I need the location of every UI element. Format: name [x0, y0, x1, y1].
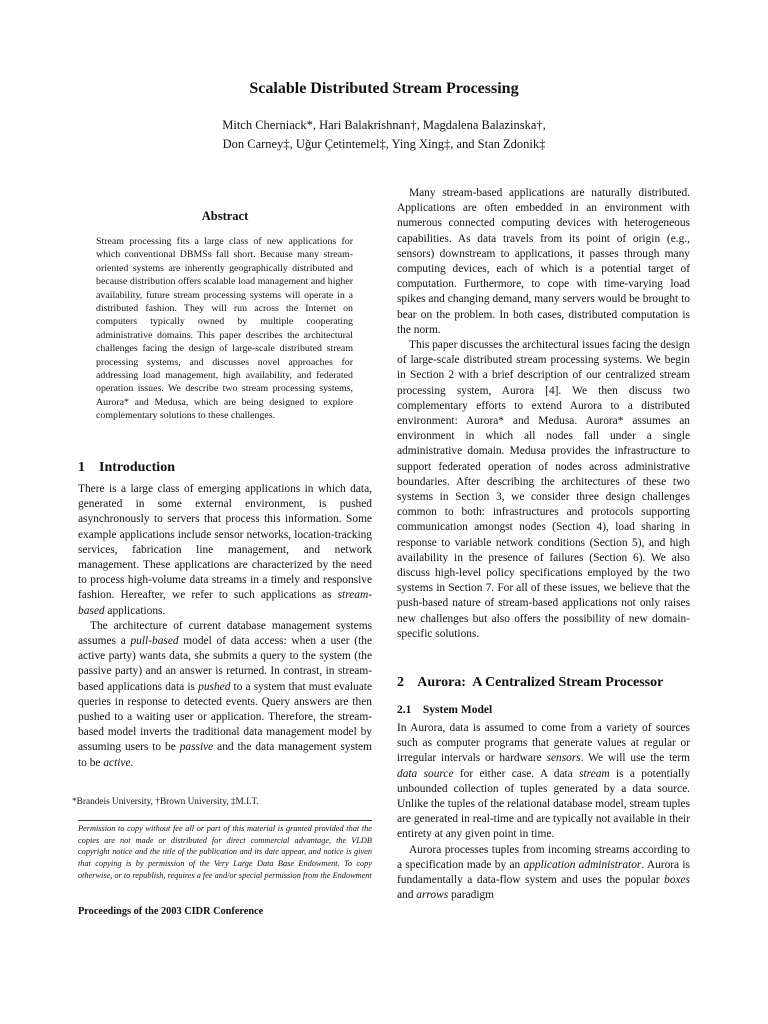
paper-title: Scalable Distributed Stream Processing	[249, 80, 519, 97]
authors-line-2: Don Carney‡, Uğur Çetintemel‡, Ying Xing‡, and Stan Zdonik‡	[222, 137, 546, 151]
system-model-paragraph-1: In Aurora, data is assumed to come from a variety of sources such as computer programs that generate values at regular or irregular intervals or hardware sensors. We will use the term data source for either case. A data stream is a potentially unbounded collection of tuples generated by a data source. Unlike the tuples of the relational database model, stream tuples are generated in real-time and are typically not available in their entirety at any given point in time.	[397, 722, 691, 841]
intro-section	[78, 482, 372, 771]
section-2-heading: 2 Aurora: A Centralized Stream Processor	[397, 675, 664, 690]
copyright-permission: Permission to copy without fee all or part of this material is granted provided that the copies are not made or distributed for direct commercial advantage, the VLDB copyright notice and the title of the publication and its date appear, and notice is given that copying is by permission of the Very Large Data Base Endowment. To copy otherwise, or to republish, requires a fee and/or special permission from the Endowment	[78, 824, 372, 880]
affiliation-footnote: *Brandeis University, †Brown University, ‡M.I.T.	[72, 797, 259, 807]
intro-heading: 1 Introduction	[78, 460, 175, 475]
system-model-paragraph-2: Aurora processes tuples from incoming streams according to a specification made by an application administrator. Aurora is fundamentally a data-flow system and uses the popular boxes and arrows paradigm	[397, 843, 690, 902]
system-model-section	[397, 721, 690, 903]
abstract-heading: Abstract	[201, 209, 249, 223]
author-list	[0, 116, 768, 154]
intro-paragraph-3: Many stream-based applications are naturally distributed. Applications are often embedded in an environment with numerous connected computing devices with heterogeneous capabilities. As data travels from its point of origin (e.g., sensors) downstream to applications, it passes through many computing devices, each of which is a potential target of computation. Furthermore, to cope with time-varying load spikes and changing demand, many servers would be brought to bear on the problem. In both cases, distributed computation is the norm.	[397, 187, 690, 336]
intro-paragraph-2: The architecture of current database management systems assumes a pull-based model of data access: when a user (the active party) wants data, she submits a query to the system (the passive party) and an answer is returned. In contrast, in stream-based applications data is pushed to a system that must evaluate queries in response to detected events. Query answers are then pushed to a waiting user or application. Therefore, the stream-based model inverts the traditional data management model by assuming users to be passive and the data management system to be active.	[78, 619, 372, 769]
abstract-body: Stream processing fits a large class of new applications for which conventional DBMSs fall short. Because many stream-oriented systems are inherently geographically distributed and because distribution offers scalable load management and higher availability, future stream processing systems will operate in a distributed fashion. They will run across the Internet on computers typically owned by multiple cooperating administrative domains. This paper describes the architectural challenges facing the design of large-scale distributed stream processing systems, and discusses novel approaches for addressing load management, high availability, and federated operation issues. We describe two stream processing systems, Aurora* and Medusa, which are being designed to explore complementary solutions to these challenges.	[96, 236, 353, 422]
right-column-intro	[397, 186, 690, 642]
intro-paragraph-4: This paper discusses the architectural issues facing the design of large-scale distributed stream processing systems. We begin in Section 2 with a brief description of our centralized stream processing system, Aurora [4]. We then discuss two complementary efforts to extend Aurora to a distributed environment: Aurora* and Medusa. Aurora* assumes an environment in which all nodes fall under a single administrative domain. Medusa provides the infrastructure to support federated operation of nodes across administrative boundaries. After describing the architectures of these two systems in Section 3, we consider three design challenges common to both: infrastructures and protocols supporting communication amongst nodes (Section 4), load sharing in response to variable network conditions (Section 5), and high availability in the presence of failures (Section 6). We also discuss high-level policy specifications employed by the two systems in Section 7. For all of these issues, we believe that the push-based nature of stream-based applications not only raises new challenges but also offers the possibility of new domain-specific solutions.	[397, 339, 690, 640]
section-2-1-heading: 2.1 System Model	[397, 704, 493, 716]
proceedings-line: Proceedings of the 2003 CIDR Conference	[78, 906, 264, 917]
authors-line-1: Mitch Cherniack*, Hari Balakrishnan†, Magdalena Balazinska†,	[222, 118, 546, 132]
intro-paragraph-1: There is a large class of emerging applications in which data, generated in some external environment, is pushed asynchronously to servers that process this information. Some example applications include sensor networks, location-tracking services, fabrication line management, and network management. These applications are characterized by the need to process high-volume data streams in a timely and responsive fashion. Hereafter, we refer to such applications as stream-based applications.	[78, 483, 372, 617]
footnote-rule	[78, 820, 372, 821]
